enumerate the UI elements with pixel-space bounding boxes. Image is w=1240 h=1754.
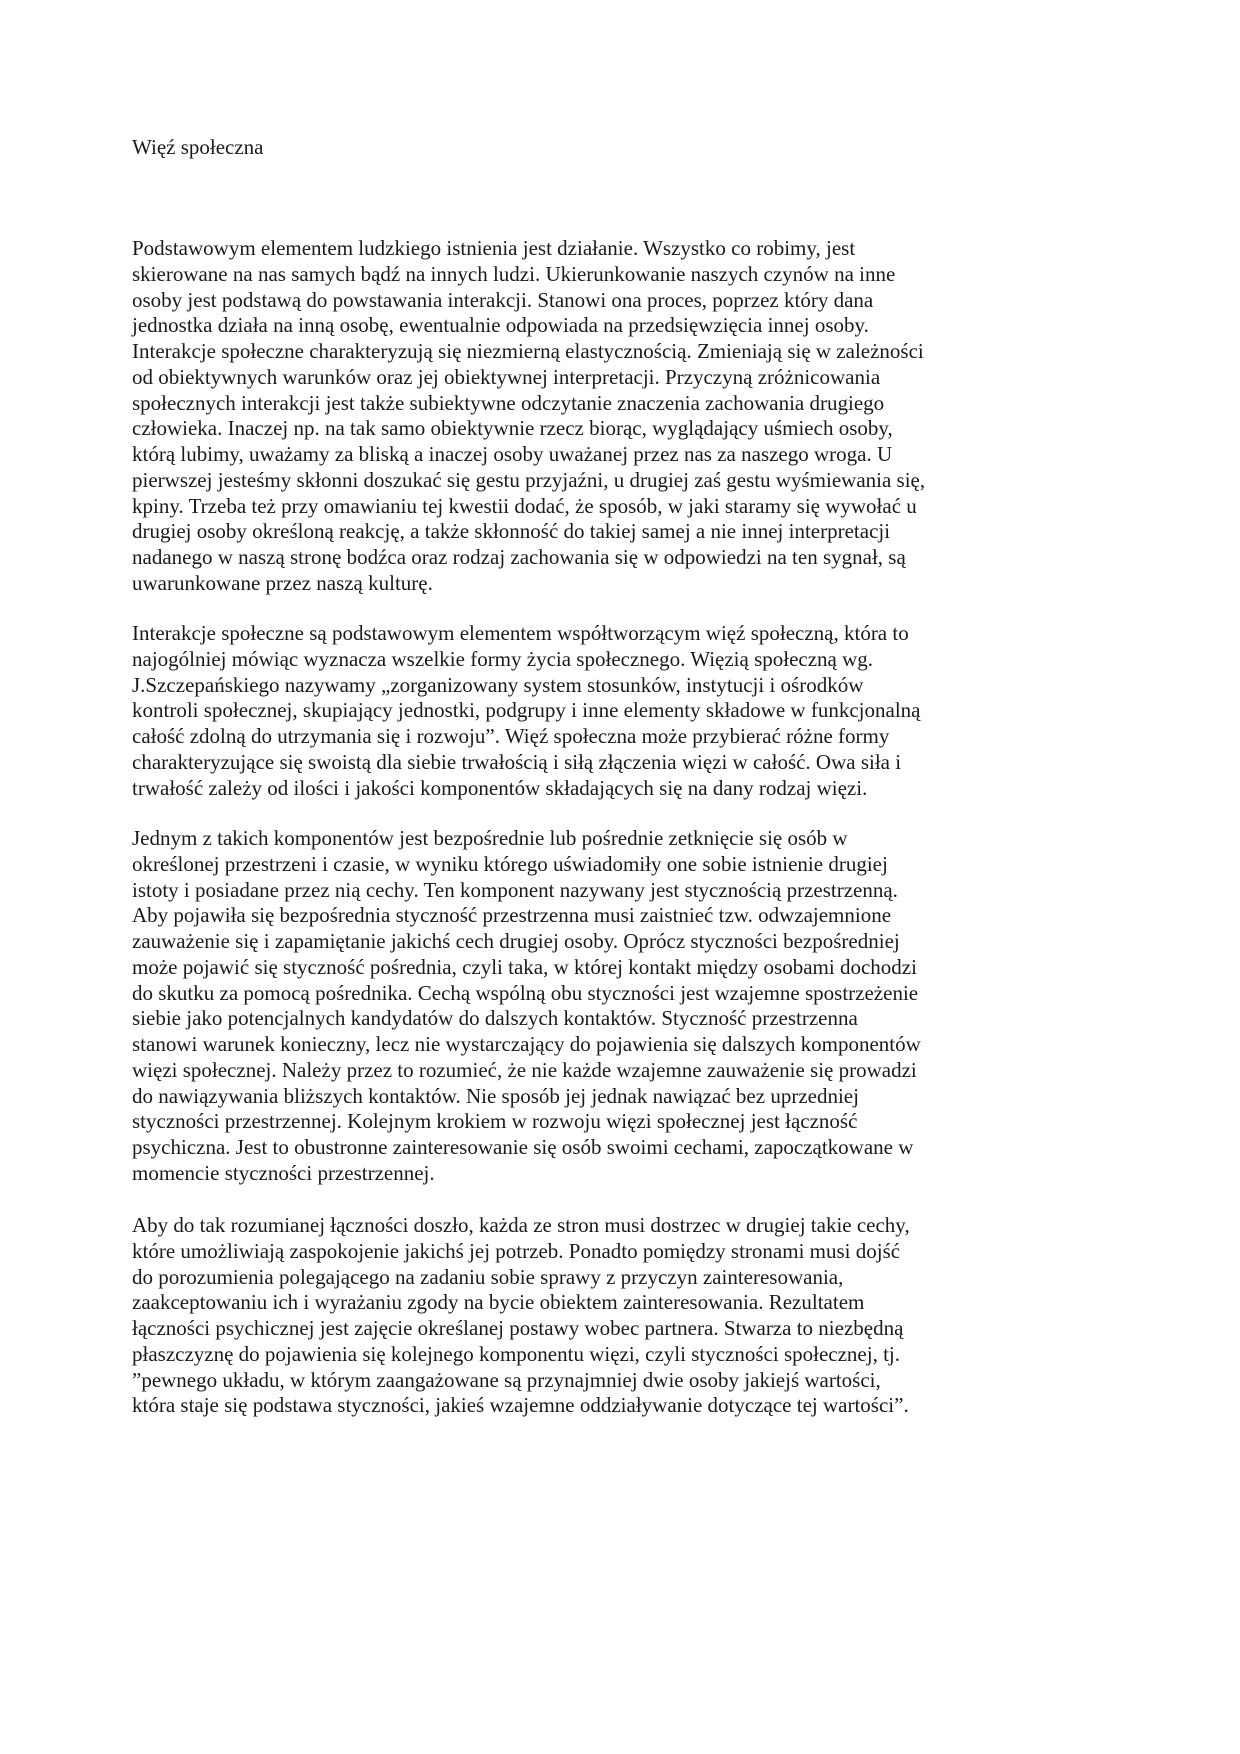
text-line: Interakcje społeczne charakteryzują się niezmierną elastycznością. Zmieniają się w zależności — [132, 339, 924, 363]
text-line: zauważenie się i zapamiętanie jakichś cech drugiej osoby. Oprócz styczności bezpośredniej — [132, 929, 900, 953]
text-line: pierwszej jesteśmy skłonni doszukać się gestu przyjaźni, u drugiej zaś gestu wyśmiewania się, — [132, 467, 926, 492]
text-line: styczności przestrzennej. Kolejnym krokiem w rozwoju więzi społecznej jest łączność — [132, 1109, 858, 1134]
text-line: która staje się podstawa styczności, jakieś wzajemne oddziaływanie dotyczące tej wartości”. — [132, 1393, 909, 1418]
text-line: od obiektywnych warunków oraz jej obiektywnej interpretacji. Przyczyną zróżnicowania — [132, 364, 881, 389]
text-line: momencie styczności przestrzennej. — [132, 1160, 435, 1185]
text-line: charakteryzujące się swoistą dla siebie trwałością i siłą złączenia więzi w całość. Owa siła i — [132, 749, 902, 774]
text-line: najogólniej mówiąc wyznacza wszelkie formy życia społecznego. Więzią społeczną wg. — [132, 646, 874, 671]
text-line: do nawiązywania bliższych kontaktów. Nie sposób jej jednak nawiązać bez uprzedniej — [132, 1083, 859, 1108]
text-line: do porozumienia polegającego na zadaniu sobie sprawy z przyczyn zainteresowania, — [132, 1264, 844, 1289]
text-line: do skutku za pomocą pośrednika. Cechą wspólną obu styczności jest wzajemne spostrzeżenie — [132, 980, 919, 1005]
text-line: kontroli społecznej, skupiający jednostki, podgrupy i inne elementy składowe w funkcjonalną — [132, 698, 921, 723]
paragraph-4 — [132, 1213, 910, 1419]
text-line: Interakcje społeczne są podstawowym elementem współtworzącym więź społeczną, która to — [132, 621, 909, 645]
text-line: drugiej osoby określoną reakcję, a także skłonność do takiej samej a nie innej interpretacji — [132, 519, 891, 544]
text-line: stanowi warunek konieczny, lecz nie wystarczający do pojawienia się dalszych komponentów — [132, 1032, 921, 1056]
text-line: może pojawić się styczność pośrednia, czyli taka, w której kontakt między osobami dochodzi — [132, 954, 917, 979]
text-line: więzi społecznej. Należy przez to rozumieć, że nie każde wzajemne zauważenie się prowadzi — [132, 1057, 917, 1082]
text-line: społecznych interakcji jest także subiektywne odczytanie znaczenia zachowania drugiego — [132, 390, 885, 415]
paragraph-3 — [132, 826, 921, 1187]
text-line: J.Szczepańskiego nazywamy „zorganizowany system stosunków, instytucji i ośrodków — [132, 672, 864, 697]
text-line: nadanego w naszą stronę bodźca oraz rodzaj zachowania się w odpowiedzi na ten sygnał, są — [132, 545, 906, 569]
text-line: Jednym z takich komponentów jest bezpośrednie lub pośrednie zetknięcie się osób w — [132, 826, 848, 850]
text-line: psychiczna. Jest to obustronne zainteresowanie się osób swoimi cechami, zapoczątkowane w — [132, 1135, 914, 1159]
text-line: całość zdolną do utrzymania się i rozwoju”. Więź społeczna może przybierać różne formy — [132, 724, 890, 748]
text-line: ”pewnego układu, w którym zaangażowane są przynajmniej dwie osoby jakiejś wartości, — [132, 1367, 881, 1392]
text-line: które umożliwiają zaspokojenie jakichś jej potrzeb. Ponadto pomiędzy stronami musi dojść — [132, 1238, 901, 1263]
text-line: trwałość zależy od ilości i jakości komponentów składających się na dany rodzaj więzi. — [132, 775, 868, 800]
text-line: uwarunkowane przez naszą kulturę. — [132, 570, 433, 595]
text-line: Aby pojawiła się bezpośrednia styczność przestrzenna musi zaistnieć tzw. odwzajemnione — [132, 903, 892, 928]
document-title: Więź społeczna — [132, 135, 264, 159]
text-line: istoty i posiadane przez nią cechy. Ten komponent nazywany jest stycznością przestrzenną. — [132, 877, 898, 902]
text-line: określonej przestrzeni i czasie, w wyniku którego uświadomiły one sobie istnienie drugiej — [132, 851, 888, 876]
text-line: kpiny. Trzeba też przy omawianiu tej kwestii dodać, że sposób, w jaki staramy się wywołać u — [132, 493, 917, 518]
text-line: jednostka działa na inną osobę, ewentualnie odpowiada na przedsięwzięcia innej osoby. — [132, 313, 869, 338]
text-line: zaakceptowaniu ich i wyrażaniu zgody na bycie obiektem zainteresowania. Rezultatem — [132, 1290, 865, 1315]
text-line: płaszczyznę do pojawienia się kolejnego komponentu więzi, czyli styczności społecznej, tj. — [132, 1341, 900, 1366]
text-line: siebie jako potencjalnych kandydatów do dalszych kontaktów. Styczność przestrzenna — [132, 1006, 858, 1031]
text-line: łączności psychicznej jest zajęcie określanej postawy wobec partnera. Stwarza to niezbędną — [132, 1316, 904, 1340]
text-line: Podstawowym elementem ludzkiego istnienia jest działanie. Wszystko co robimy, jest — [132, 236, 856, 260]
text-line: osoby jest podstawą do powstawania interakcji. Stanowi ona proces, poprzez który dana — [132, 287, 874, 312]
text-line: skierowane na nas samych bądź na innych ludzi. Ukierunkowanie naszych czynów na inne — [132, 261, 896, 286]
text-line: człowieka. Inaczej np. na tak samo obiektywnie rzecz biorąc, wyglądający uśmiech osoby, — [132, 416, 893, 441]
paragraph-2 — [132, 621, 920, 801]
text-line: którą lubimy, uważamy za bliską a inaczej osoby uważanej przez nas za naszego wroga. U — [132, 442, 893, 466]
text-line: Aby do tak rozumianej łączności doszło, każda ze stron musi dostrzec w drugiej takie cechy, — [132, 1213, 910, 1237]
paragraph-1 — [132, 236, 925, 597]
